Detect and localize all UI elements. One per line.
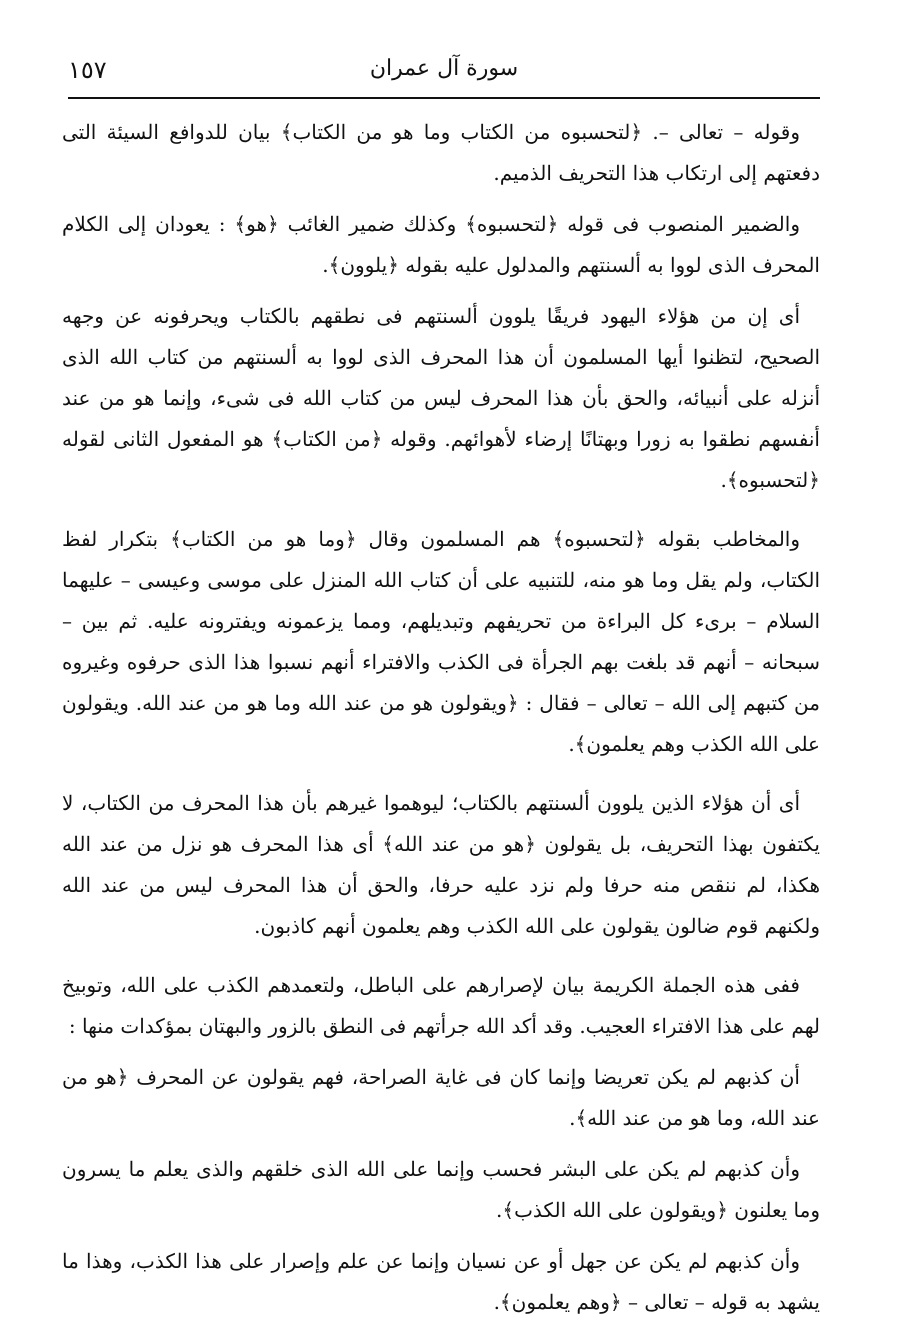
page-body bbox=[62, 112, 820, 1333]
paragraph: وأن كذبهم لم يكن على البشر فحسب وإنما على الله الذى خلقهم والذى يعلم ما يسرون وما يعلنون ﴿ويقولون على الله الكذب﴾. bbox=[62, 1157, 820, 1222]
paragraph: ففى هذه الجملة الكريمة بيان لإصرارهم على الباطل، ولتعمدهم الكذب على الله، وتوبيخ لهم على هذا الافتراء العجيب. وقد أكد الله جرأتهم فى النطق بالزور والبهتان بمؤكدات منها : bbox=[62, 973, 820, 1038]
paragraph: أى إن من هؤلاء اليهود فريقًا يلوون ألسنتهم فى نطقهم بالكتاب ويحرفونه عن وجهه الصحيح، لتظنوا أيها المسلمون أن هذا المحرف الذى لووا به ألسنتهم من كتاب الله الذى أنزله على أنبيائه، والحق بأن هذا المحرف ليس من كتاب الله فى شىء، وإنما هو من عند أنفسهم نطقوا به زورا وبهتانًا إرضاء لأهوائهم. وقوله ﴿من الكتاب﴾ هو المفعول الثانى لقوله ﴿لتحسبوه﴾. bbox=[62, 304, 820, 492]
header-divider bbox=[68, 97, 820, 99]
paragraph: وقوله – تعالى –. ﴿لتحسبوه من الكتاب وما هو من الكتاب﴾ بيان للدوافع السيئة التى دفعتهم إلى ارتكاب هذا التحريف الذميم. bbox=[62, 120, 820, 185]
paragraph: والضمير المنصوب فى قوله ﴿لتحسبوه﴾ وكذلك ضمير الغائب ﴿هو﴾ : يعودان إلى الكلام المحرف الذى لووا به ألسنتهم والمدلول عليه بقوله ﴿يلوون﴾. bbox=[62, 212, 820, 277]
page-header bbox=[68, 52, 820, 96]
paragraph: وأن كذبهم لم يكن عن جهل أو عن نسيان وإنما عن علم وإصرار على هذا الكذب، وهذا ما يشهد به قوله – تعالى – ﴿وهم يعلمون﴾. bbox=[62, 1249, 820, 1314]
surah-title: سورة آل عمران bbox=[369, 56, 519, 81]
page-number: ١٥٧ bbox=[68, 56, 107, 84]
paragraph: والمخاطب بقوله ﴿لتحسبوه﴾ هم المسلمون وقال ﴿وما هو من الكتاب﴾ بتكرار لفظ الكتاب، ولم يقل وما هو منه، للتنبيه على أن كتاب الله المنزل على موسى وعيسى – عليهما السلام – برىء كل البراءة من تحريفهم وتبديلهم، ومما يزعمونه ويفترونه عليه. ثم بين – سبحانه – أنهم قد بلغت بهم الجرأة فى الكذب والافتراء أنهم نسبوا هذا الذى حرفوه وغيروه من كتبهم إلى الله – تعالى – فقال : ﴿ويقولون هو من عند الله وما هو من عند الله. ويقولون على الله الكذب وهم يعلمون﴾. bbox=[62, 527, 820, 756]
paragraph: أى أن هؤلاء الذين يلوون ألسنتهم بالكتاب؛ ليوهموا غيرهم بأن هذا المحرف من الكتاب، لا يكتفون بهذا التحريف، بل يقولون ﴿هو من عند الله﴾ أى هذا المحرف هو نزل من عند الله هكذا، لم ننقص منه حرفا ولم نزد عليه حرفا، والحق أن هذا المحرف ليس من عند الله ولكنهم قوم ضالون يقولون على الله الكذب وهم يعلمون أنهم كاذبون. bbox=[62, 791, 820, 938]
paragraph: أن كذبهم لم يكن تعريضا وإنما كان فى غاية الصراحة، فهم يقولون عن المحرف ﴿هو من عند الله، وما هو من عند الله﴾. bbox=[62, 1065, 820, 1130]
